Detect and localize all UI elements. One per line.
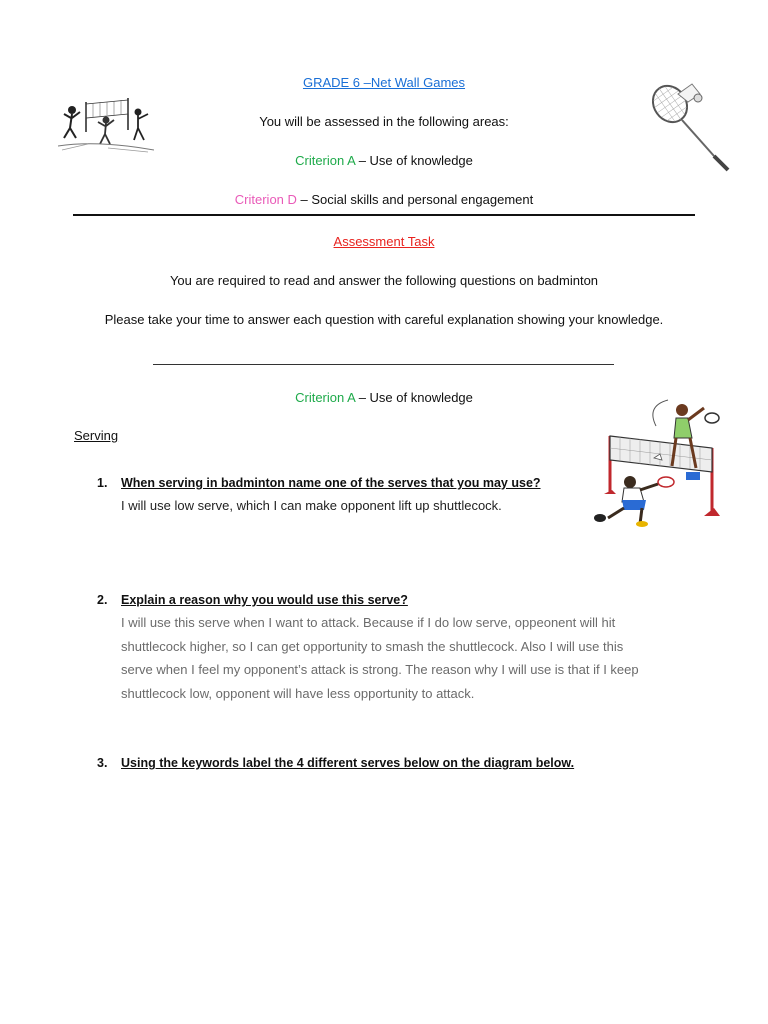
criterion-d-label: Criterion D [234, 192, 297, 207]
answer-2-line: shuttlecock higher, so I can get opportunity to smash the shuttlecock. Also I will use this [121, 638, 624, 654]
criterion-a-desc: – Use of knowledge [355, 153, 473, 168]
question-3-number: 3. [97, 756, 108, 770]
assessed-intro: You will be assessed in the following areas: [259, 114, 509, 129]
answer-2-line: shuttlecock low, opponent will have less opportunity to attack. [121, 685, 475, 701]
document-title: GRADE 6 –Net Wall Games [302, 75, 466, 90]
answer-2-line: I will use this serve when I want to attack. Because if I do low serve, oppeonent will hit [121, 615, 616, 630]
question-1-text: When serving in badminton name one of the serves that you may use? [121, 476, 541, 490]
question-1 [97, 476, 541, 490]
section-divider [73, 214, 695, 216]
serving-heading: Serving [74, 428, 119, 443]
assessment-task-heading: Assessment Task [333, 234, 435, 249]
criterion-d-desc: – Social skills and personal engagement [296, 192, 534, 207]
question-1-number: 1. [97, 476, 108, 490]
question-2-text: Explain a reason why you would use this serve? [121, 593, 408, 607]
badminton-net-players-cartoon-icon [586, 396, 732, 528]
criterion-a-task-label: Criterion A [295, 390, 356, 405]
instruction-1: You are required to read and answer the following questions on badminton [169, 273, 599, 288]
answer-2-line: serve when I feel my opponent’s attack is strong. The reason why I will use is that if I keep [121, 662, 639, 677]
question-3-text: Using the keywords label the 4 different serves below on the diagram below. [121, 756, 575, 770]
answer-1-line: I will use low serve, which I can make opponent lift up shuttlecock. [121, 498, 502, 513]
criterion-a-label: Criterion A [295, 153, 356, 168]
answer-2 [121, 611, 639, 705]
question-3 [97, 756, 574, 770]
question-2-number: 2. [97, 593, 108, 607]
criterion-d-line [0, 192, 768, 207]
criterion-a-task-desc: – Use of knowledge [355, 390, 473, 405]
underline-divider [153, 364, 614, 365]
criterion-a-line [0, 153, 768, 168]
instruction-2: Please take your time to answer each question with careful explanation showing your knowledge. [104, 312, 664, 327]
question-2 [97, 593, 408, 607]
answer-1 [121, 494, 502, 518]
